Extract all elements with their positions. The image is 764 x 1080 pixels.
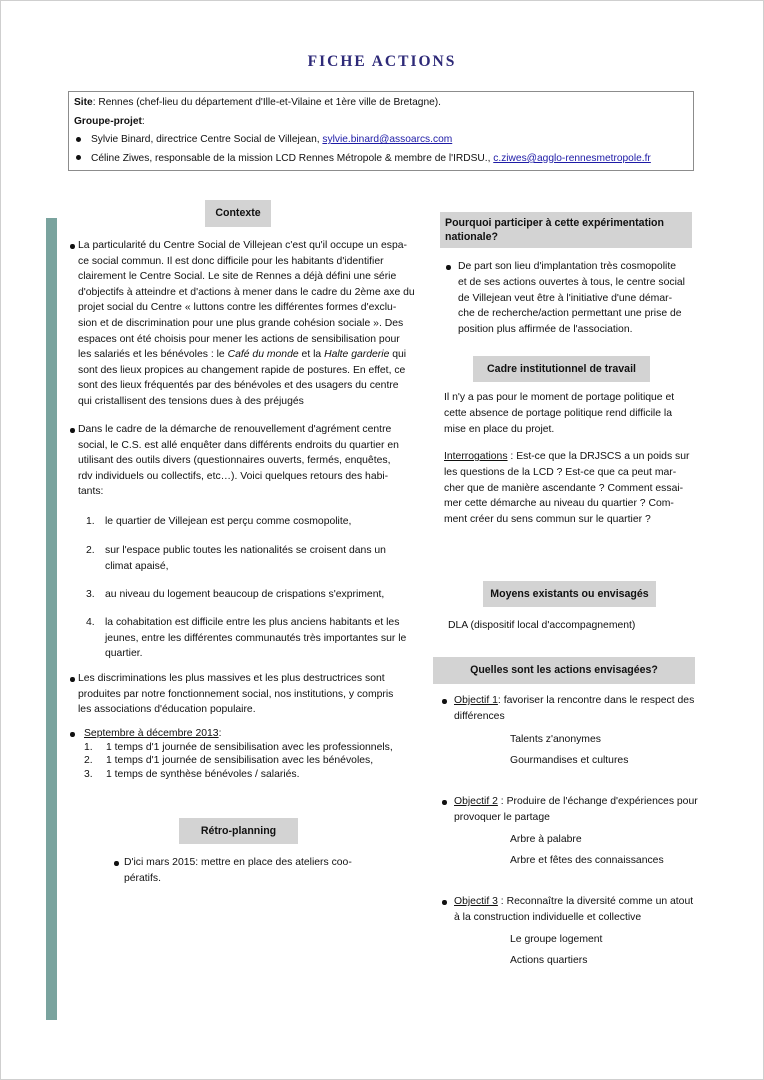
interrogations-paragraph — [444, 449, 694, 528]
text-line: cher que de manière ascendante ? Comment essai- — [444, 482, 684, 494]
action-item: Arbre à palabre — [510, 834, 582, 845]
bullet-icon — [76, 137, 81, 142]
site-text: : Rennes (chef-lieu du département d'Ille-et-Vilaine et 1ère ville de Bretagne). — [92, 97, 442, 108]
text-line — [454, 894, 712, 910]
schedule-block — [70, 727, 416, 781]
text-line: La particularité du Centre Social de Villejean c'est qu'il occupe un espa- — [78, 240, 407, 251]
text-line: Il n'y a pas pour le moment de portage politique et — [444, 392, 675, 403]
contexte-paragraph-2 — [70, 422, 416, 500]
text-line: sion et de discrimination pour une plus grande cohésion sociale ». Des — [78, 318, 404, 330]
decorative-side-bar — [46, 218, 57, 1020]
text-line: mise en place du projet. — [444, 423, 555, 435]
text-line: sur l'espace public toutes les nationalités se croisent dans un — [105, 545, 386, 556]
action-item: Le groupe logement — [510, 934, 603, 945]
objective-label: Objectif 1 — [454, 695, 498, 706]
header-line: Pourquoi participer à cette expérimentation — [445, 216, 664, 229]
cadre-paragraph — [444, 390, 694, 437]
text-line: ce social commun. Il est donc difficile pour les habitants d'identifier — [78, 255, 384, 267]
text-line: projet social du Centre « luttons contre les différentes formes d'exclu- — [78, 302, 397, 314]
text-line: pératifs. — [124, 872, 161, 884]
text-fragment: : — [497, 796, 507, 807]
list-number: 1. — [86, 516, 95, 527]
page-title: FICHE ACTIONS — [307, 53, 457, 70]
actions-header: Quelles sont les actions envisagées? — [433, 657, 695, 684]
contexte-header: Contexte — [205, 200, 271, 227]
action-item: Talents z'anonymes — [510, 734, 601, 745]
bullet-icon — [114, 861, 119, 866]
place-name: Halte garderie — [324, 349, 390, 361]
text-line: social, le C.S. est allé enquêter dans différents endroits du quartier en — [78, 439, 399, 451]
member-text: Céline Ziwes, responsable de la mission LCD Rennes Métropole & membre de l'IRDSU., — [91, 152, 494, 164]
text-fragment: Reconnaître la diversité comme un atout — [506, 896, 694, 907]
action-item: Actions quartiers — [510, 955, 588, 966]
text-fragment: : — [218, 728, 222, 739]
objective-label: Objectif 3 — [454, 896, 498, 907]
bullet-icon — [442, 900, 447, 905]
objective-item — [442, 894, 712, 926]
pourquoi-header — [440, 212, 692, 248]
text-line — [454, 693, 712, 709]
text-line: provoquer le partage — [454, 812, 550, 824]
bullet-icon — [442, 800, 447, 805]
text-line: sont des lieux propices au changement rapide de postures. En effet, ce — [78, 364, 406, 376]
text-line: clairement le Centre Social. Le site de Rennes a déjà défini une série — [78, 271, 397, 283]
text-fragment: qui — [389, 349, 407, 361]
text-line: quartier. — [105, 648, 143, 660]
moyens-header: Moyens existants ou envisagés — [483, 581, 656, 607]
text-line: d'objectifs à atteindre et d'actions à mener dans le cadre du 2ème axe du — [78, 286, 415, 298]
list-number: 3. — [86, 589, 95, 600]
text-line: à la construction individuelle et collective — [454, 912, 642, 924]
objective-item — [442, 693, 712, 725]
text-line: le quartier de Villejean est perçu comme cosmopolite, — [105, 516, 352, 527]
text-line: De part son lieu d'implantation très cosmopolite — [458, 261, 676, 272]
text-line — [444, 449, 694, 465]
text-line: la cohabitation est difficile entre les plus anciens habitants et les — [105, 617, 400, 628]
email-link[interactable]: sylvie.binard@assoarcs.com — [322, 134, 453, 146]
text-line: climat apaisé, — [105, 560, 169, 572]
contexte-paragraph-1 — [70, 238, 416, 410]
list-number: 1. — [84, 741, 93, 753]
project-info-box — [68, 91, 694, 171]
text-line: 1 temps de synthèse bénévoles / salariés. — [106, 768, 300, 780]
text-fragment: : Est-ce que la DRJSCS a un poids sur — [507, 451, 690, 462]
moyens-text: DLA (dispositif local d'accompagnement) — [448, 620, 636, 631]
text-line: D'ici mars 2015: mettre en place des ateliers coo- — [124, 857, 352, 868]
text-line: 1 temps d'1 journée de sensibilisation avec les professionnels, — [106, 741, 393, 753]
text-line: Dans le cadre de la démarche de renouvellement d'agrément centre — [78, 424, 392, 435]
text-line: produites par notre fonctionnement social, nos institutions, y compris — [78, 688, 394, 700]
text-line: et de ses actions ouvertes à tous, le centre social — [458, 276, 685, 288]
bullet-icon — [446, 265, 451, 270]
group-line — [74, 113, 688, 132]
bullet-icon — [442, 699, 447, 704]
pourquoi-text — [446, 259, 694, 338]
text-line: Les discriminations les plus massives et les plus destructrices sont — [78, 673, 385, 684]
list-number: 4. — [86, 617, 95, 628]
text-line: les questions de la LCD ? Est-ce que ca peut mar- — [444, 466, 677, 478]
text-line: ment créer du sens commun sur le quartier ? — [444, 514, 651, 526]
text-fragment: favoriser la rencontre dans le respect des — [503, 695, 695, 706]
list-number: 3. — [84, 768, 93, 780]
group-colon: : — [141, 115, 145, 127]
schedule-item — [70, 754, 416, 768]
text-line: différences — [454, 711, 505, 723]
text-fragment: : — [497, 896, 507, 907]
text-line: che de recherche/action permettant une prise de — [458, 308, 682, 320]
member-line — [74, 131, 688, 150]
site-line — [74, 94, 688, 113]
text-line: les associations d'éducation populaire. — [78, 704, 256, 716]
bullet-icon — [70, 244, 75, 249]
text-line: sont des lieux fréquentés par des bénévoles et des usagers du centre — [78, 380, 399, 392]
objective-label: Objectif 2 — [454, 796, 498, 807]
email-link[interactable]: c.ziwes@agglo-rennesmetropole.fr — [493, 152, 651, 164]
action-item: Gourmandises et cultures — [510, 755, 629, 766]
contexte-paragraph-3 — [70, 671, 416, 718]
text-line: mer cette démarche au niveau du quartier ? Com- — [444, 498, 674, 510]
text-line: position plus affirmée de l'association. — [458, 324, 633, 336]
objective-item — [442, 794, 712, 826]
text-fragment: les salariés et les bénévoles : le — [78, 349, 225, 361]
action-item: Arbre et fêtes des connaissances — [510, 855, 664, 866]
retro-planning-text — [114, 855, 374, 886]
bullet-icon — [70, 732, 75, 737]
text-line: utilisant des outils divers (questionnaires ouverts, fermés, enquêtes, — [78, 455, 391, 467]
text-line — [78, 347, 416, 363]
list-number: 2. — [86, 545, 95, 556]
header-line: nationale? — [445, 231, 498, 243]
interrogations-label: Interrogations — [444, 451, 508, 462]
member-text: Sylvie Binard, directrice Centre Social de Villejean, — [91, 134, 323, 146]
text-line: 1 temps d'1 journée de sensibilisation avec les bénévoles, — [106, 755, 374, 767]
text-fragment: : — [497, 695, 504, 706]
bullet-icon — [76, 155, 81, 160]
text-line: au niveau du logement beaucoup de crispations s'expriment, — [105, 589, 385, 600]
text-fragment: Produire de l'échange d'expériences pour — [506, 796, 698, 807]
retro-planning-header: Rétro-planning — [179, 818, 298, 844]
list-number: 2. — [84, 755, 93, 767]
text-fragment: et la — [298, 349, 325, 361]
place-name: Café du monde — [227, 349, 299, 361]
schedule-item — [70, 741, 416, 755]
text-line: cette absence de portage politique rend difficile la — [444, 407, 672, 419]
text-line — [454, 794, 712, 810]
bullet-icon — [70, 428, 75, 433]
text-line: rdv individuels ou collectifs, etc…). Voici quelques retours des habi- — [78, 470, 389, 482]
text-line: tants: — [78, 486, 104, 498]
text-line: jeunes, entre les différentes communautés très importantes sur le — [105, 632, 407, 644]
schedule-title: Septembre à décembre 2013 — [84, 728, 219, 739]
cadre-header: Cadre institutionnel de travail — [473, 356, 650, 382]
text-line: qui cristallisent des tensions dues à des préjugés — [78, 396, 304, 408]
bullet-icon — [70, 677, 75, 682]
member-line — [74, 150, 688, 169]
text-line: espaces ont été choisis pour mener les actions de sensibilisation pour — [78, 333, 400, 345]
site-label: Site — [74, 97, 93, 108]
group-label: Groupe-projet — [74, 115, 142, 127]
schedule-item — [70, 768, 416, 782]
text-line: de Villejean veut être à l'initiative d'une démar- — [458, 292, 673, 304]
